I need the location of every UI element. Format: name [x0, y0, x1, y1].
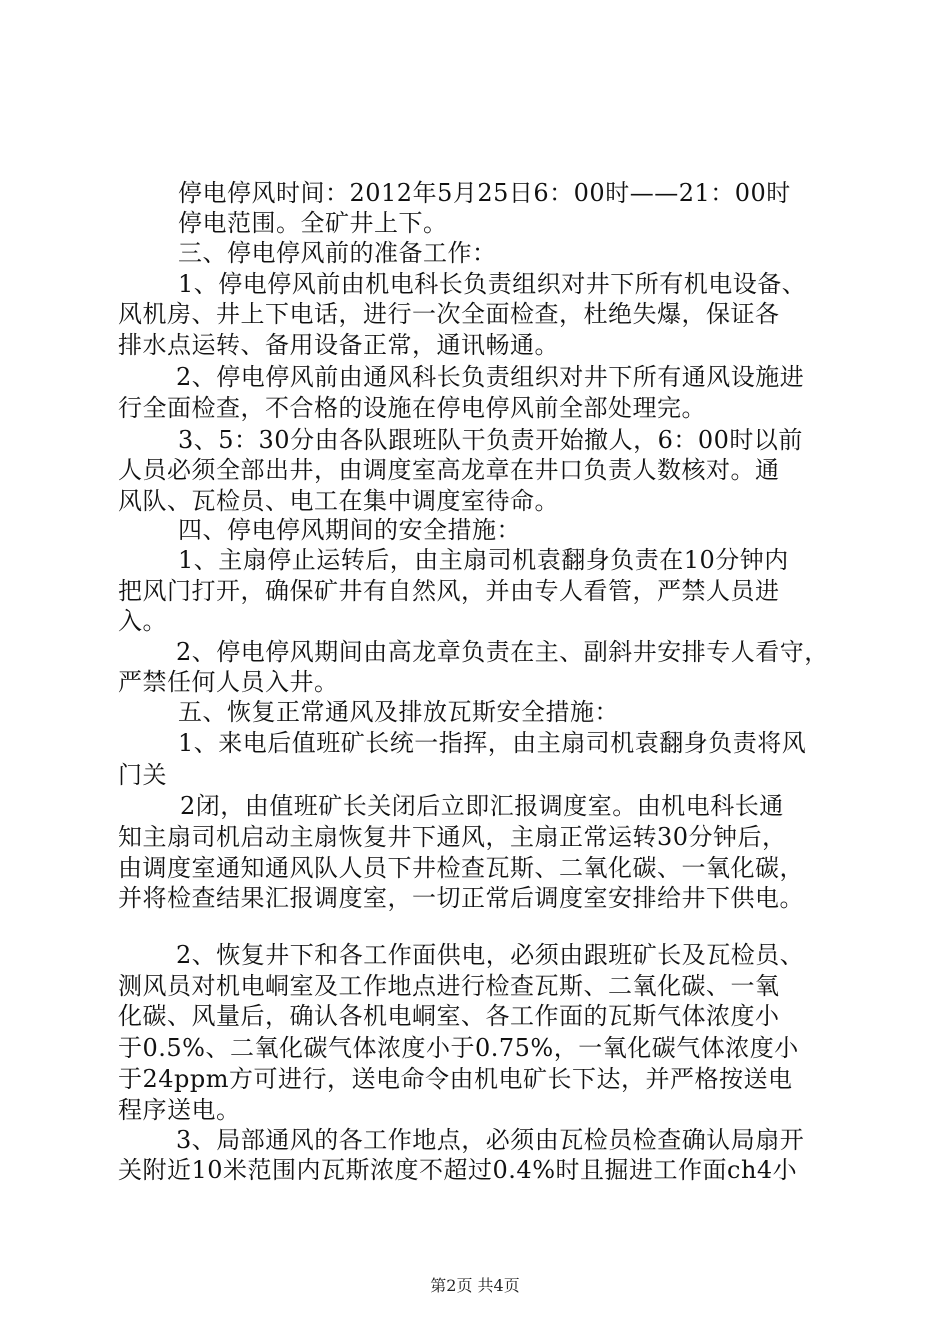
document-line: 关附近10米范围内瓦斯浓度不超过0.4%时且掘进工作面ch4小 — [118, 1156, 798, 1184]
document-line: 风机房、井上下电话，进行一次全面检查，杜绝失爆，保证各 — [118, 300, 780, 328]
document-line: 1、停电停风前由机电科长负责组织对井下所有机电设备、 — [178, 270, 807, 298]
document-line: 入。 — [118, 607, 167, 635]
document-line: 3、局部通风的各工作地点，必须由瓦检员检查确认局扇开 — [176, 1126, 805, 1154]
document-line: 1、来电后值班矿长统一指挥，由主扇司机袁翻身负责将风 — [178, 729, 807, 757]
document-line: 门关 — [118, 761, 167, 789]
document-line: 3、5：30分由各队跟班队干负责开始撤人，6：00时以前 — [178, 426, 803, 454]
document-line: 严禁任何人员入井。 — [118, 668, 339, 696]
document-line: 1、主扇停止运转后，由主扇司机袁翻身负责在10分钟内 — [178, 546, 789, 574]
document-line: 行全面检查，不合格的设施在停电停风前全部处理完。 — [118, 394, 706, 422]
document-line: 排水点运转、备用设备正常，通讯畅通。 — [118, 331, 559, 359]
document-line: 风队、瓦检员、电工在集中调度室待命。 — [118, 487, 559, 515]
document-line: 2闭，由值班矿长关闭后立即汇报调度室。由机电科长通 — [180, 792, 784, 820]
document-line: 于0.5%、二氧化碳气体浓度小于0.75%，一氧化碳气体浓度小 — [118, 1034, 799, 1062]
document-line: 停电范围。全矿井上下。 — [178, 209, 448, 237]
document-line: 知主扇司机启动主扇恢复井下通风，主扇正常运转30分钟后， — [118, 823, 787, 851]
page-footer: 第2页 共4页 — [430, 1276, 520, 1295]
document-line: 人员必须全部出井，由调度室高龙章在井口负责人数核对。通 — [118, 456, 780, 484]
document-line: 2、恢复井下和各工作面供电，必须由跟班矿长及瓦检员、 — [176, 941, 805, 969]
document-line: 于24ppm方可进行，送电命令由机电矿长下达，并严格按送电 — [118, 1065, 793, 1093]
section-heading: 四、停电停风期间的安全措施： — [178, 516, 521, 544]
document-line: 2、停电停风前由通风科长负责组织对井下所有通风设施进 — [176, 363, 805, 391]
document-line: 程序送电。 — [118, 1096, 241, 1124]
document-line: 并将检查结果汇报调度室，一切正常后调度室安排给井下供电。 — [118, 884, 804, 912]
document-line: 由调度室通知通风队人员下井检查瓦斯、二氧化碳、一氧化碳， — [118, 854, 804, 882]
document-line: 停电停风时间：2012年5月25日6：00时——21：00时 — [178, 179, 791, 207]
document-line: 测风员对机电峒室及工作地点进行检查瓦斯、二氧化碳、一氧 — [118, 972, 780, 1000]
document-line: 2、停电停风期间由高龙章负责在主、副斜井安排专人看守， — [176, 638, 829, 666]
document-line: 把风门打开，确保矿井有自然风，并由专人看管，严禁人员进 — [118, 577, 780, 605]
section-heading: 五、恢复正常通风及排放瓦斯安全措施： — [178, 698, 619, 726]
section-heading: 三、停电停风前的准备工作： — [178, 239, 497, 267]
document-line: 化碳、风量后，确认各机电峒室、各工作面的瓦斯气体浓度小 — [118, 1002, 780, 1030]
